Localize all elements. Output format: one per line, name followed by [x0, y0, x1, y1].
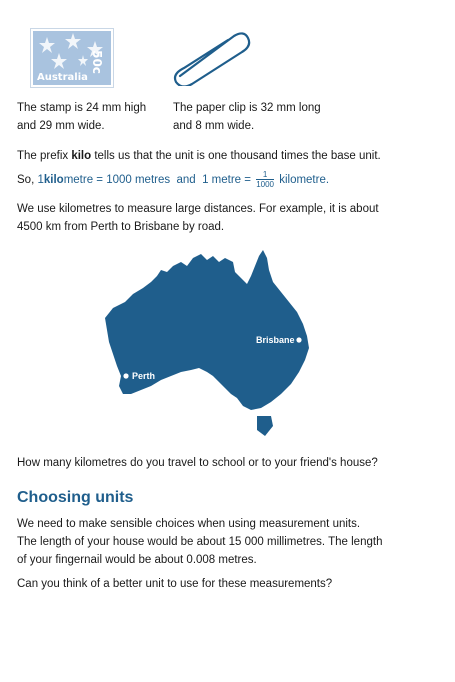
stamp-country-label: Australia: [37, 72, 88, 83]
fraction: [256, 170, 274, 189]
section-line1: We need to make sensible choices when using measurement units.: [17, 518, 361, 530]
section-line2: The length of your house would be about 15 000 millimetres. The length: [17, 536, 383, 548]
fraction-denominator: 1000: [256, 180, 274, 190]
equation-so: So,: [17, 174, 35, 186]
equation-and: and: [176, 174, 196, 186]
fraction-numerator: 1: [256, 170, 274, 180]
question-text: How many kilometres do you travel to school or to your friend's house?: [17, 457, 378, 469]
paper-clip-icon: [170, 30, 254, 86]
stamp-image: [33, 31, 111, 85]
prefix-text-before: The prefix: [17, 150, 72, 162]
paragraph1-line2: 4500 km from Perth to Brisbane by road.: [17, 221, 225, 233]
perth-label: Perth: [132, 371, 156, 381]
prefix-paragraph: [17, 147, 381, 165]
tasmania-shape: [257, 416, 273, 436]
australia-map: [95, 248, 320, 443]
equation-kilometre: kilometre.: [279, 174, 330, 186]
perth-dot: [123, 373, 128, 378]
stamp-value-label: 50c: [90, 50, 105, 74]
section-line4: Can you think of a better unit to use for these measurements?: [17, 578, 333, 590]
section-heading: Choosing units: [17, 489, 134, 506]
prefix-keyword: kilo: [71, 150, 92, 162]
paragraph1-line1: We use kilometres to measure large distances. For example, it is about: [17, 203, 379, 215]
stamp-caption-line1: The stamp is 24 mm high: [17, 102, 147, 114]
clip-caption-line2: and 8 mm wide.: [173, 120, 255, 132]
kilo-equation: [17, 169, 329, 191]
equation-one: 1: [37, 174, 44, 186]
brisbane-label: Brisbane: [256, 335, 295, 345]
prefix-text-after: tells us that the unit is one thousand times the base unit.: [91, 150, 381, 162]
stamp-caption-line2: and 29 mm wide.: [17, 120, 105, 132]
equation-metre-eq: metre = 1000 metres: [63, 174, 171, 186]
brisbane-dot: [296, 337, 301, 342]
clip-caption-line1: The paper clip is 32 mm long: [173, 102, 321, 114]
equation-kilo: kilo: [43, 174, 64, 186]
equation-metre-eq2: 1 metre =: [202, 174, 251, 186]
section-line3: of your fingernail would be about 0.008 metres.: [17, 554, 257, 566]
